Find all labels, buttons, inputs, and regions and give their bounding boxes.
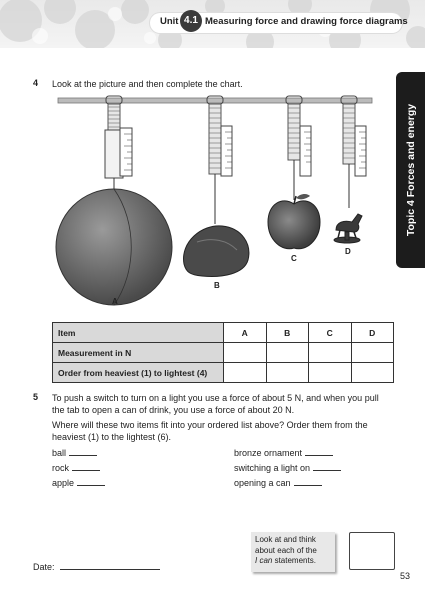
answer-blank[interactable] bbox=[305, 447, 333, 456]
spring-balance-a bbox=[56, 96, 172, 305]
answer-blank[interactable] bbox=[294, 477, 322, 486]
answer-cell[interactable] bbox=[309, 343, 352, 363]
spring-balance-d bbox=[334, 96, 366, 243]
label-a: A bbox=[112, 297, 118, 306]
results-table bbox=[52, 322, 394, 383]
question-5-line-1: To push a switch to turn on a light you use a force of about 5 N, and when you pull bbox=[52, 393, 379, 403]
table-col-b: B bbox=[266, 323, 309, 343]
spring-balance-c bbox=[268, 96, 320, 249]
date-field: Date: bbox=[33, 561, 160, 572]
answer-cell[interactable] bbox=[224, 343, 267, 363]
hanging-rail bbox=[58, 98, 372, 103]
self-assessment-box[interactable] bbox=[349, 532, 395, 570]
answer-item-opening-can: opening a can bbox=[234, 477, 322, 488]
table-row bbox=[53, 343, 394, 363]
row-label-order: Order from heaviest (1) to lightest (4) bbox=[53, 363, 224, 383]
answer-cell[interactable] bbox=[266, 363, 309, 383]
answer-blank[interactable] bbox=[77, 477, 105, 486]
answer-item-switching-light: switching a light on bbox=[234, 462, 341, 473]
answer-item-ball: ball bbox=[52, 447, 97, 458]
rock bbox=[184, 226, 249, 277]
answer-cell[interactable] bbox=[351, 363, 394, 383]
answer-item-apple: apple bbox=[52, 477, 105, 488]
ball bbox=[56, 189, 172, 305]
answer-cell[interactable] bbox=[309, 363, 352, 383]
answer-blank[interactable] bbox=[72, 462, 100, 471]
label-b: B bbox=[214, 281, 220, 290]
question-5-line-3: Where will these two items fit into your ordered list above? Order them from the bbox=[52, 420, 368, 430]
answer-blank[interactable] bbox=[69, 447, 97, 456]
answer-cell[interactable] bbox=[266, 343, 309, 363]
page-title: Measuring force and drawing force diagrams bbox=[205, 16, 408, 27]
apple bbox=[268, 201, 320, 249]
unit-number-badge: 4.1 bbox=[180, 10, 202, 32]
page-number: 53 bbox=[400, 571, 411, 581]
table-col-a: A bbox=[224, 323, 267, 343]
answer-item-rock: rock bbox=[52, 462, 100, 473]
answer-blank[interactable] bbox=[313, 462, 341, 471]
table-row bbox=[53, 363, 394, 383]
date-line[interactable] bbox=[60, 561, 160, 570]
answer-item-bronze-ornament: bronze ornament bbox=[234, 447, 333, 458]
spring-balances-illustration bbox=[52, 92, 382, 314]
label-d: D bbox=[345, 247, 351, 256]
table-header-row bbox=[53, 323, 394, 343]
question-5-number: 5 bbox=[33, 392, 39, 402]
spring-balance-b bbox=[184, 96, 249, 276]
bronze-ornament bbox=[334, 214, 362, 243]
table-col-d: D bbox=[351, 323, 394, 343]
table-header-item: Item bbox=[53, 323, 224, 343]
unit-word: Unit bbox=[160, 16, 179, 27]
answer-cell[interactable] bbox=[224, 363, 267, 383]
question-4-text: Look at the picture and then complete the chart. bbox=[52, 79, 243, 89]
question-5-line-4: heaviest (1) to the lightest (6). bbox=[52, 432, 172, 442]
label-c: C bbox=[291, 254, 297, 263]
table-col-c: C bbox=[309, 323, 352, 343]
row-label-measurement: Measurement in N bbox=[53, 343, 224, 363]
question-5-line-2: the tab to open a can of drink, you use a force of about 20 N. bbox=[52, 405, 295, 415]
topic-tab-label: Topic 4 Forces and energy bbox=[404, 103, 417, 237]
i-can-note: Look at and think about each of the I can statements. bbox=[251, 532, 335, 572]
answer-cell[interactable] bbox=[351, 343, 394, 363]
question-4-number: 4 bbox=[33, 78, 39, 88]
topic-side-tab bbox=[396, 72, 425, 268]
